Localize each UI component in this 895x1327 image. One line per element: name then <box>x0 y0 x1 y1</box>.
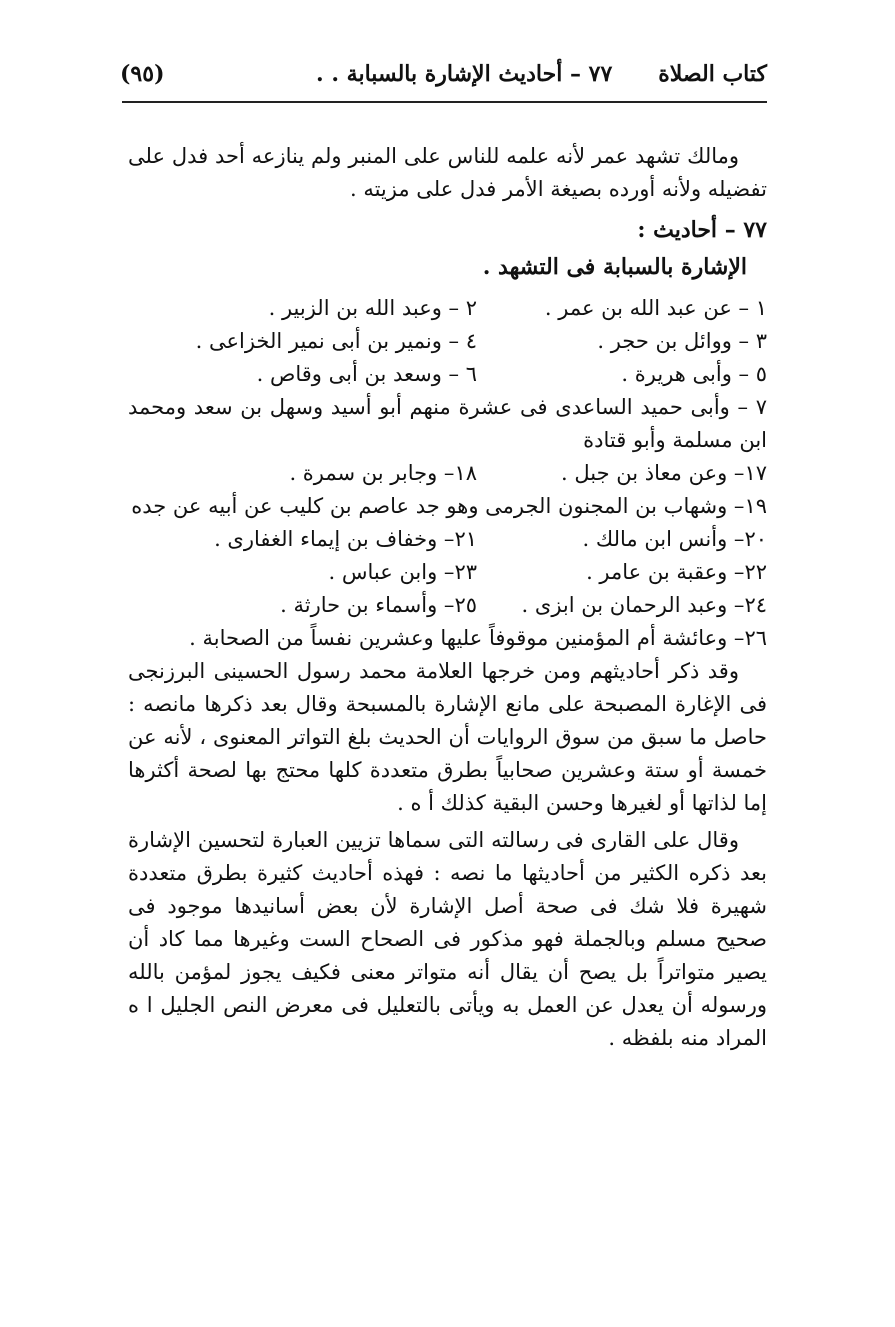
narrator-row <box>128 589 767 622</box>
narrator-item: ٦ – وسعد بن أبى وقاص . <box>256 362 477 386</box>
book-title: كتاب الصلاة <box>658 61 767 87</box>
page-number: (٩٥) <box>120 61 165 87</box>
narrator-item: ٣ – ووائل بن حجر . <box>597 329 767 353</box>
narrator-item: ٢٤– وعبد الرحمان بن ابزى . <box>521 593 767 617</box>
narrator-item: ٢ – وعبد الله بن الزبير . <box>268 296 477 320</box>
page-body <box>128 140 767 1055</box>
section-heading: ٧٧ – أحاديث : <box>637 217 767 243</box>
narrator-item: ١٨– وجابر بن سمرة . <box>289 461 477 485</box>
header-rule <box>122 101 767 103</box>
narrator-item: ٢٣– وابن عباس . <box>328 560 477 584</box>
narrator-row <box>128 523 767 556</box>
narrator-item: ٢٢– وعقبة بن عامر . <box>586 560 767 584</box>
body-paragraph: وقد ذكر أحاديثهم ومن خرجها العلامة محمد رسول الحسينى البرزنجى فى الإغارة المصبحة على مانع الإشارة بالمسبحة وقال بعد ذكرها مانصه : حاصل ما سبق من سوق الروايات أن الحديث بلغ التواتر المعنوى ، لأنه عن خمسة أو ستة وعشرين صحابياً بطرق متعددة كلها محتج بها لصحة أكثرها إما لذاتها أو لغيرها وحسن البقية كذلك أ ه . <box>128 659 767 815</box>
narrator-item: ١٧– وعن معاذ بن جبل . <box>561 461 767 485</box>
narrator-item: ٢٠– وأنس ابن مالك . <box>582 527 767 551</box>
body-paragraph: وقال على القارى فى رسالته التى سماها تزيين العبارة لتحسين الإشارة بعد ذكره الكثير من أحاديثها ما نصه : فهذه أحاديث كثيرة بطرق متعددة شهيرة فلا شك فى صحة أصل الإشارة لأن بعض أسانيدها موجود فى صحيح مسلم وبالجملة فهو مذكور فى الصحاح الست وغيرها مما كاد أن يصير متواتراً بل يصح أن يقال أنه متواتر معنى فكيف يجوز لمؤمن بالله ورسوله أن يعدل عن العمل به ويأتى بالتعليل فى معرض النص الجليل ا ه المراد منه بلفظه . <box>128 828 767 1050</box>
narrator-item-long: ٧ – وأبى حميد الساعدى فى عشرة منهم أبو أسيد وسهل بن سعد ومحمد ابن مسلمة وأبو قتادة <box>128 395 767 452</box>
narrator-row <box>128 358 767 391</box>
narrator-item-long: ٢٦– وعائشة أم المؤمنين موقوفاً عليها وعشرين نفساً من الصحابة . <box>189 626 767 650</box>
section-subheading: الإشارة بالسبابة فى التشهد . <box>482 254 747 280</box>
narrator-item: ٥ – وأبى هريرة . <box>621 362 767 386</box>
narrator-item: ١ – عن عبد الله بن عمر . <box>544 296 767 320</box>
intro-paragraph: ومالك تشهد عمر لأنه علمه للناس على المنبر ولم ينازعه أحد فدل على تفضيله ولأنه أورده بصيغة الأمر فدل على مزيته . <box>128 144 767 201</box>
narrator-item: ٢١– وخفاف بن إيماء الغفارى . <box>214 527 477 551</box>
chapter-title: ٧٧ – أحاديث الإشارة بالسبابة . . <box>316 61 613 87</box>
narrator-row <box>128 325 767 358</box>
narrator-row <box>128 556 767 589</box>
running-header <box>120 52 767 96</box>
narrator-item-long: ١٩– وشهاب بن المجنون الجرمى وهو جد عاصم بن كليب عن أبيه عن جده <box>131 494 767 518</box>
narrator-row <box>128 292 767 325</box>
narrator-row <box>128 457 767 490</box>
narrator-item: ٤ – ونمير بن أبى نمير الخزاعى . <box>195 329 477 353</box>
narrator-item: ٢٥– وأسماء بن حارثة . <box>280 593 477 617</box>
